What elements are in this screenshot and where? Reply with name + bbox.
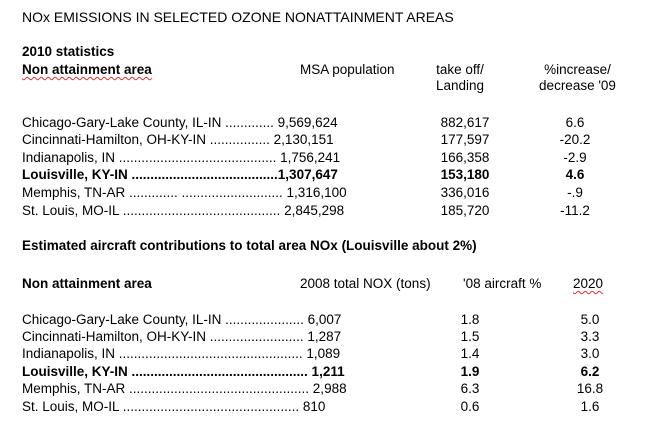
table-row-aircraft: 1.4: [460, 346, 480, 361]
section1-col-takeoff-line1: take off/: [436, 62, 484, 77]
table-row-aircraft: 1.9: [460, 364, 480, 379]
table-row-area: Cincinnati-Hamilton, OH-KY-IN ................ 2,130,151: [22, 132, 334, 147]
table-row-area: Cincinnati-Hamilton, OH-KY-IN ......................... 1,287: [22, 329, 342, 344]
table-row-area: St. Louis, MO-IL ............................................... 810: [22, 399, 326, 414]
table-row-area: St. Louis, MO-IL .......................................... 2,845,298: [22, 203, 345, 218]
section1-col-area: Non attainment area: [22, 62, 152, 77]
table-row-area: Indianapolis, IN ................................................. 1,089: [22, 346, 341, 361]
table-row-area: Memphis, TN-AR ................................................ 2,988: [22, 381, 347, 396]
section2-heading-text: Estimated aircraft contributions to total area NOx (Louisville about 2%): [22, 238, 477, 253]
section1-heading: 2010 statistics: [22, 44, 115, 59]
section1-col-takeoff: [425, 62, 495, 94]
table-row-change: 6.6: [565, 115, 585, 130]
table-row-2020: 5.0: [580, 312, 600, 327]
table-row-change: 4.6: [565, 167, 585, 182]
table-row-takeoff: 882,617: [440, 115, 490, 130]
table-row-2020: 1.6: [580, 399, 600, 414]
table-row-area: Chicago-Gary-Lake County, IL-IN ..................... 6,007: [22, 312, 342, 327]
table-row-change: -.9: [567, 185, 583, 200]
table-row-takeoff: 153,180: [440, 167, 490, 182]
table-row-2020: 6.2: [580, 364, 600, 379]
table-row-area: Louisville, KY-IN ............................................... 1,211: [22, 364, 345, 379]
section2-heading: [22, 238, 477, 254]
table-row-2020: 3.0: [580, 346, 600, 361]
table-row-area: Indianapolis, IN .......................................... 1,756,241: [22, 150, 341, 165]
table-row-takeoff: 166,358: [440, 150, 490, 165]
section1-col-change: [520, 62, 635, 94]
table-row-change: -11.2: [560, 203, 590, 218]
section1-col-takeoff-line2: Landing: [435, 78, 485, 93]
table-row-aircraft: 0.6: [460, 399, 480, 414]
table-row-aircraft: 1.5: [460, 329, 480, 344]
table-row-change: -20.2: [559, 132, 591, 147]
section2-col-aircraft: '08 aircraft %: [463, 276, 542, 291]
table-row-area: Louisville, KY-IN .......................................1,307,647: [22, 167, 338, 182]
table-row-2020: 3.3: [580, 329, 600, 344]
table-row-change: -2.9: [563, 150, 587, 165]
section2-col-total: 2008 total NOX (tons): [300, 276, 431, 291]
table-row-area: Chicago-Gary-Lake County, IL-IN ............. 9,569,624: [22, 115, 338, 130]
table-row-2020: 16.8: [576, 381, 604, 396]
table-row-area: Memphis, TN-AR ............. ........................... 1,316,100: [22, 185, 347, 200]
table-row-aircraft: 1.8: [460, 312, 480, 327]
section1-col-change-line2: decrease '09: [539, 78, 616, 93]
table-row-aircraft: 6.3: [460, 381, 480, 396]
table-row-takeoff: 336,016: [440, 185, 490, 200]
section2-col-area: Non attainment area: [22, 276, 152, 291]
table-row-takeoff: 185,720: [440, 203, 490, 218]
section1-col-pop: MSA population: [300, 62, 395, 77]
table-row-takeoff: 177,597: [440, 132, 490, 147]
document-title: NOx EMISSIONS IN SELECTED OZONE NONATTAINMENT AREAS: [22, 9, 454, 25]
section2-col-2020: 2020: [573, 276, 604, 291]
section1-col-change-line1: %increase/: [544, 62, 611, 77]
